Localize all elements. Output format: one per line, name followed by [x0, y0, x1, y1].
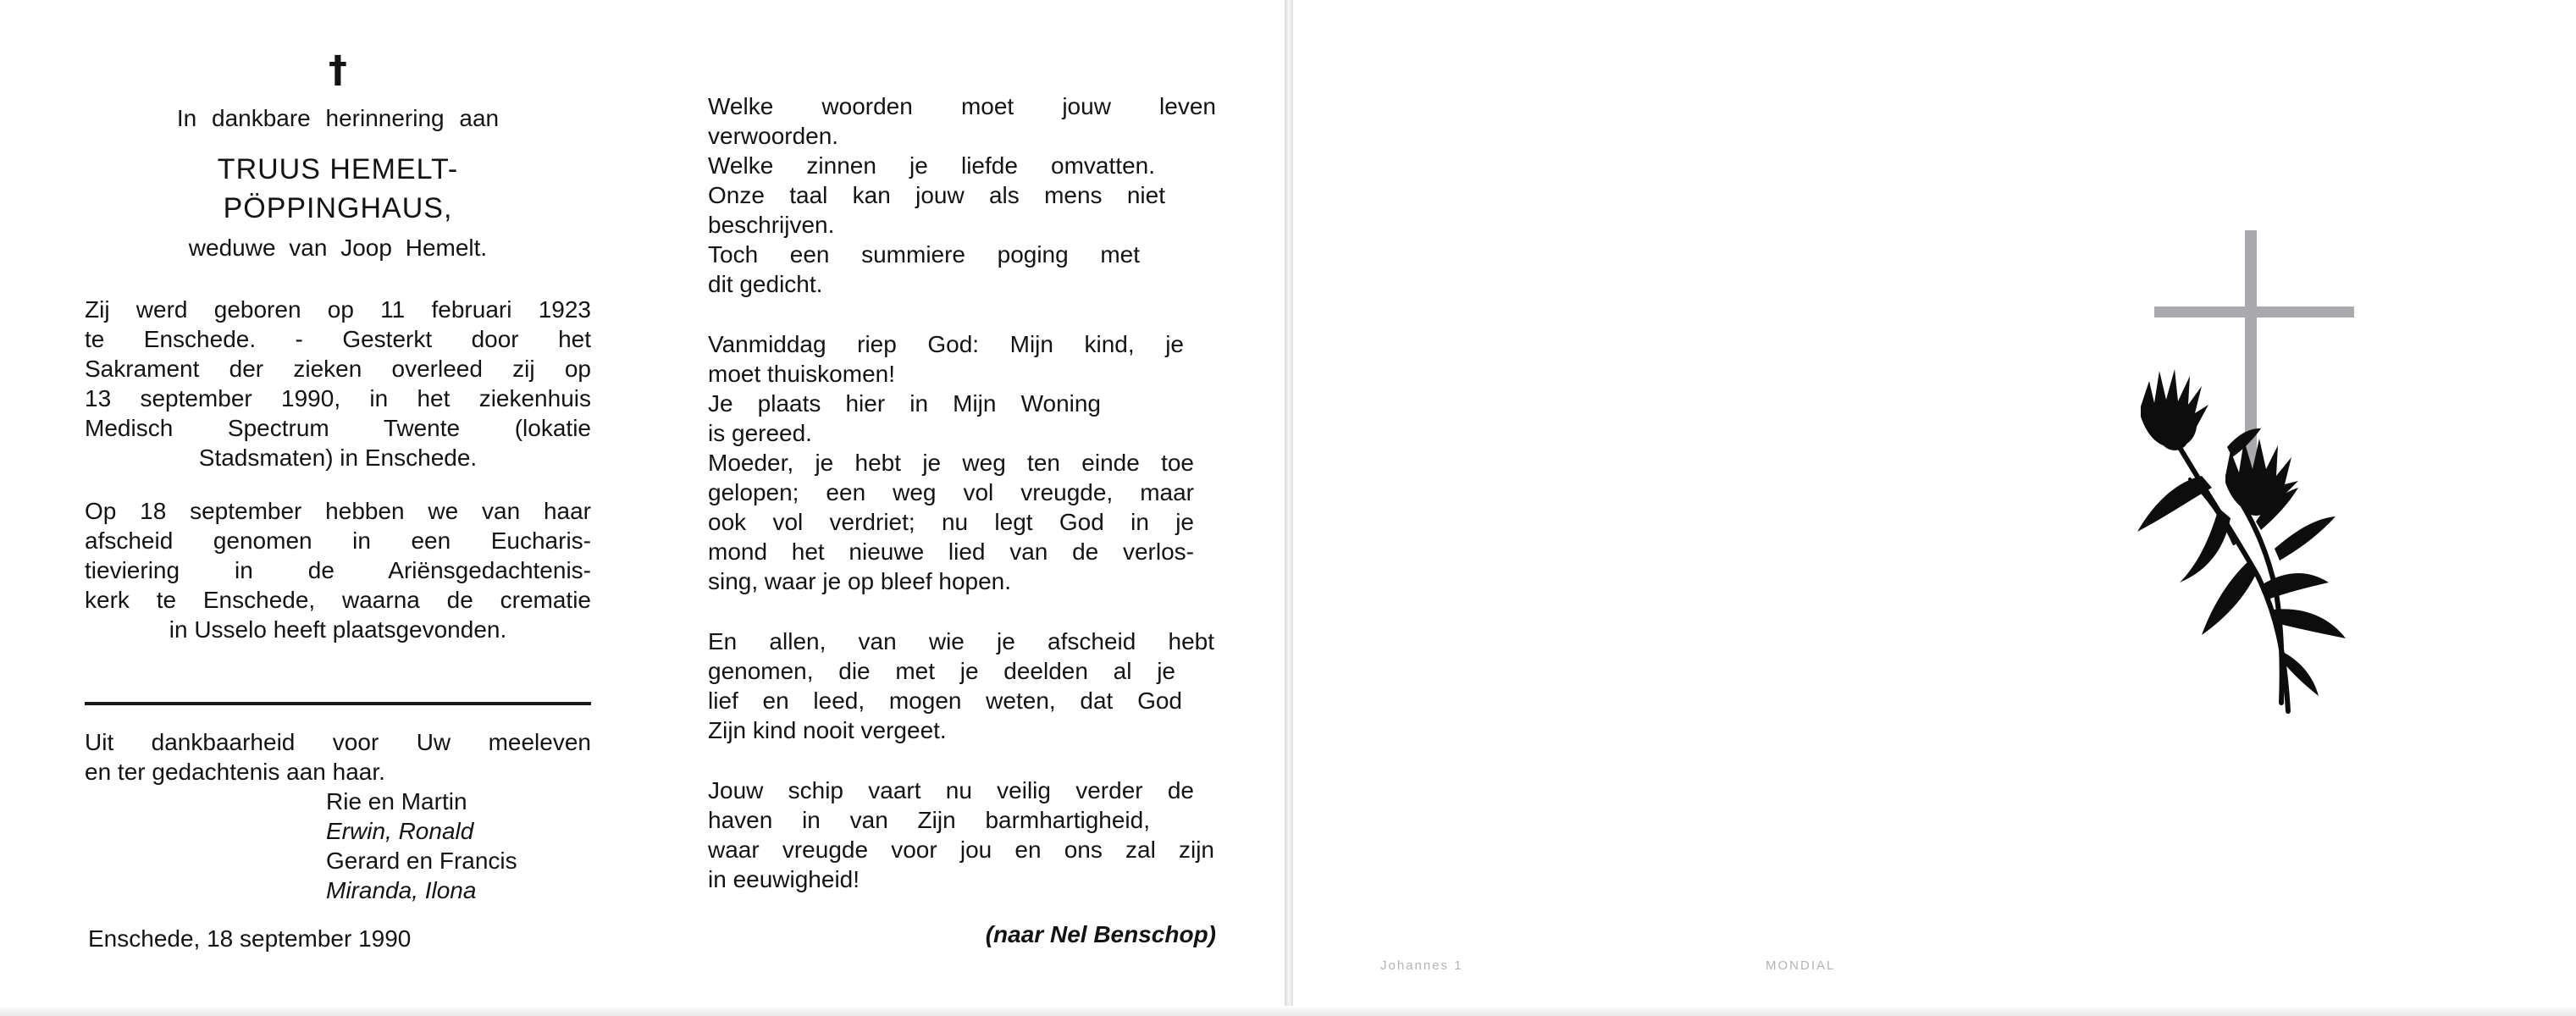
poem-line: Zijn kind nooit vergeet.: [708, 717, 947, 743]
paragraph-line: tieviering in de Ariënsgedachtenis-: [85, 557, 591, 583]
poem-line: verwoorden.: [708, 123, 839, 149]
family-line: Erwin, Ronald: [326, 818, 474, 844]
poem-line: En allen, van wie je afscheid hebt: [708, 628, 1214, 654]
poem-line: dit gedicht.: [708, 271, 823, 297]
poem-line: Toch een summiere poging met: [708, 241, 1140, 268]
poem-line: Onze taal kan jouw als mens niet: [708, 182, 1165, 208]
family-line: Miranda, Ilona: [326, 877, 477, 903]
cross-icon: †: [329, 48, 347, 91]
poem-line: haven in van Zijn barmhartigheid,: [708, 807, 1150, 833]
intro-line: In dankbare herinnering aan: [176, 105, 500, 131]
paragraph-line: Zij werd geboren op 11 februari 1923: [85, 296, 591, 323]
paragraph-line: in Usselo heeft plaatsgevonden.: [169, 616, 507, 643]
family-signatures: [326, 787, 591, 905]
poem-line: ook vol verdriet; nu legt God in je: [708, 509, 1194, 535]
card-fold: [1285, 0, 1293, 1016]
family-line: Gerard en Francis: [326, 848, 517, 874]
card-footer-text: Johannes 1: [1380, 958, 1463, 973]
family-line: Rie en Martin: [326, 788, 467, 814]
memorial-text-column: [85, 47, 591, 953]
printer-mark: MONDIAL: [1766, 958, 1836, 973]
paragraph-line: 13 september 1990, in het ziekenhuis: [85, 385, 591, 411]
poem-line: waar vreugde voor jou en ons zal zijn: [708, 837, 1214, 863]
poem-line: Jouw schip vaart nu veilig verder de: [708, 777, 1194, 803]
thistle-flower-heads: [2141, 369, 2298, 516]
paragraph-line: afscheid genomen in een Eucharis-: [85, 527, 591, 554]
poem-line: genomen, die met je deelden al je: [708, 658, 1175, 684]
poem-stanza: [708, 627, 1216, 745]
paragraph-line: en ter gedachtenis aan haar.: [85, 759, 385, 785]
paragraph-line: Medisch Spectrum Twente (lokatie: [85, 415, 591, 441]
name-line: PÖPPINGHAUS,: [223, 192, 453, 224]
thanks-paragraph: [85, 727, 591, 787]
card-inner-left-page: [0, 0, 1285, 1016]
poem-line: Welke woorden moet jouw leven: [708, 93, 1216, 119]
poem-line: sing, waar je op bleef hopen.: [708, 568, 1012, 594]
poem-line: gelopen; een weg vol vreugde, maar: [708, 479, 1194, 505]
poem-stanza: [708, 329, 1216, 596]
paragraph-line: Uit dankbaarheid voor Uw meeleven: [85, 729, 591, 755]
cross-horizontal-beam: [2154, 306, 2354, 318]
poem-line: Welke zinnen je liefde omvatten.: [708, 152, 1155, 179]
poem-stanza: [708, 776, 1216, 894]
poem-column: [708, 91, 1216, 949]
biography-paragraph: [85, 295, 591, 472]
poem-stanza: [708, 91, 1216, 299]
card-back-page: [1293, 0, 2576, 1016]
poem-line: in eeuwigheid!: [708, 866, 860, 892]
paragraph-line: Stadsmaten) in Enschede.: [198, 444, 478, 471]
farewell-paragraph: [85, 496, 591, 644]
poem-line: Vanmiddag riep God: Mijn kind, je: [708, 331, 1184, 357]
poem-line: mond het nieuwe lied van de verlos-: [708, 538, 1194, 565]
poem-line: Je plaats hier in Mijn Woning: [708, 390, 1101, 417]
deceased-name: [85, 150, 591, 228]
name-line: TRUUS HEMELT-: [217, 153, 459, 185]
section-divider: [85, 702, 591, 705]
poem-line: Moeder, je hebt je weg ten einde toe: [708, 450, 1194, 476]
paragraph-line: Sakrament der zieken overleed zij op: [85, 356, 591, 382]
poem-line: is gereed.: [708, 420, 812, 446]
paragraph-line: Op 18 september hebben we van haar: [85, 498, 591, 524]
paragraph-line: kerk te Enschede, waarna de crematie: [85, 587, 591, 613]
widow-line: weduwe van Joop Hemelt.: [188, 235, 488, 261]
place-and-date: Enschede, 18 september 1990: [88, 925, 412, 952]
paragraph-line: te Enschede. - Gesterkt door het: [85, 326, 591, 352]
poem-line: lief en leed, mogen weten, dat God: [708, 687, 1182, 714]
poem-line: beschrijven.: [708, 212, 835, 238]
poem-attribution: (naar Nel Benschop): [985, 921, 1216, 947]
poem-line: moet thuiskomen!: [708, 361, 895, 387]
cross-with-thistles-icon: [2107, 229, 2378, 720]
card-bottom-edge: [0, 1006, 2576, 1016]
